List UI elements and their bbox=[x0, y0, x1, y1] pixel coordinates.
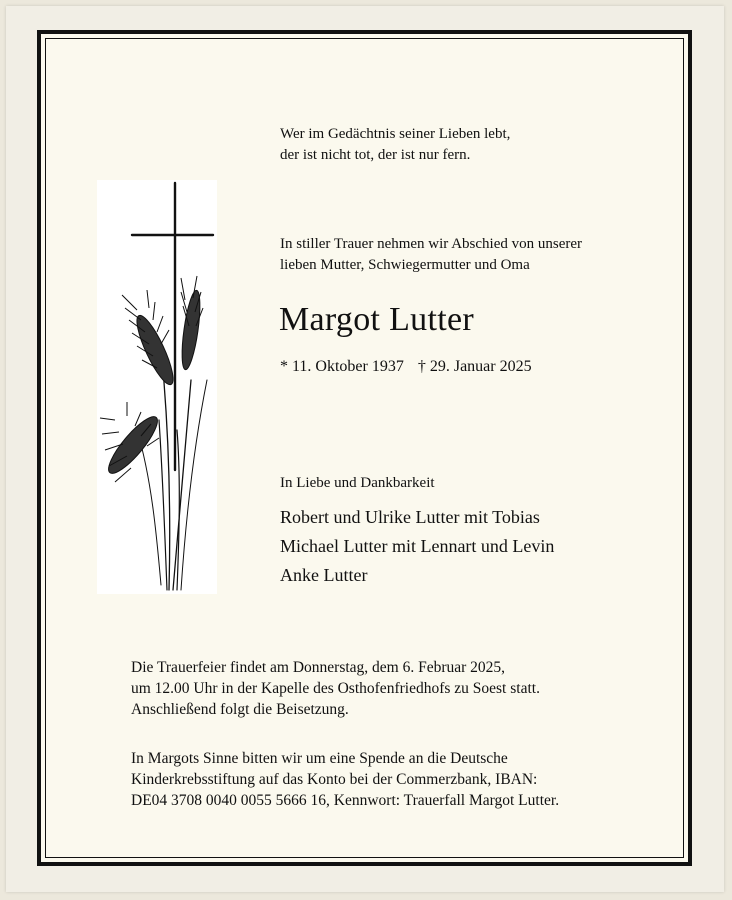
wheat-stem bbox=[177, 430, 179, 590]
motto-quote bbox=[280, 124, 510, 166]
funeral-line: Die Trauerfeier findet am Donnerstag, dem 6. Februar 2025, bbox=[131, 659, 506, 676]
donation-line: DE04 3708 0040 0055 5666 16, Kennwort: Trauerfall Margot Lutter. bbox=[131, 792, 560, 809]
thanks-line: In Liebe und Dankbarkeit bbox=[280, 475, 435, 491]
cross-wheat-svg bbox=[97, 180, 217, 594]
intro-text bbox=[280, 234, 582, 276]
mourners-list bbox=[280, 503, 554, 590]
life-dates bbox=[280, 357, 532, 377]
wheat-leaf bbox=[181, 380, 207, 590]
funeral-line: um 12.00 Uhr in der Kapelle des Osthofenfriedhofs zu Soest statt. bbox=[131, 680, 540, 697]
wheat-ear bbox=[122, 290, 179, 388]
funeral-info bbox=[131, 657, 540, 720]
donation-info bbox=[131, 748, 559, 811]
mourner-entry: Anke Lutter bbox=[280, 565, 368, 585]
intro-line: lieben Mutter, Schwiegermutter und Oma bbox=[280, 257, 530, 273]
cross-with-wheat-icon bbox=[97, 180, 217, 594]
wheat-stem bbox=[163, 370, 170, 590]
mourner-entry: Robert und Ulrike Lutter mit Tobias bbox=[280, 507, 540, 527]
motto-line: der ist nicht tot, der ist nur fern. bbox=[280, 147, 471, 163]
donation-line: Kinderkrebsstiftung auf das Konto bei der Commerzbank, IBAN: bbox=[131, 771, 538, 788]
donation-line: In Margots Sinne bitten wir um eine Spende an die Deutsche bbox=[131, 750, 508, 767]
funeral-line: Anschließend folgt die Beisetzung. bbox=[131, 701, 349, 718]
mourner-entry: Michael Lutter mit Lennart und Levin bbox=[280, 536, 555, 556]
wheat-ear bbox=[100, 402, 164, 482]
intro-line: In stiller Trauer nehmen wir Abschied von unserer bbox=[280, 236, 583, 252]
wheat-stem bbox=[159, 420, 167, 590]
birth-date: * 11. Oktober 1937 bbox=[280, 358, 404, 375]
death-date: † 29. Januar 2025 bbox=[417, 358, 532, 375]
wheat-ear bbox=[179, 276, 204, 371]
wheat-leaf bbox=[137, 430, 161, 585]
motto-line: Wer im Gedächtnis seiner Lieben lebt, bbox=[280, 126, 511, 142]
deceased-name: Margot Lutter bbox=[279, 301, 474, 338]
